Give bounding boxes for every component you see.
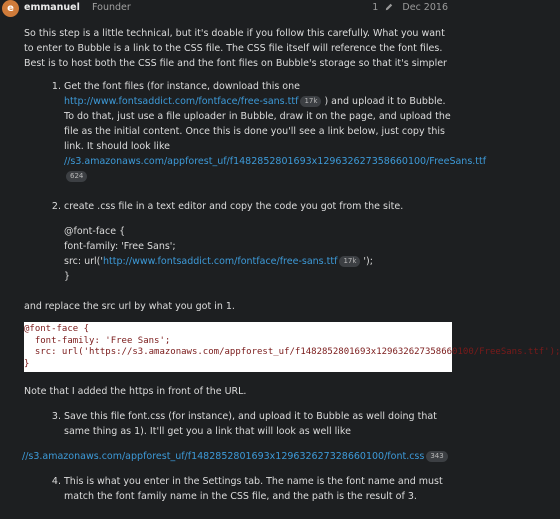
replace-paragraph: and replace the src url by what you got in 1. (24, 301, 235, 312)
step-3 (64, 409, 456, 439)
step-2 (64, 199, 456, 284)
username-link[interactable]: emmanuel (24, 2, 80, 13)
code-src-prefix: src: url(' (64, 256, 103, 267)
post-body (22, 26, 560, 519)
intro-paragraph: So this step is a little technical, but it's doable if you follow this carefully. What you want to enter to Bubble is a link to the CSS file. The CSS file itself will reference the font files. Best is to host both the CSS file and the font files on Bubble's storage so that it's simpler (24, 28, 447, 69)
plain-code (64, 224, 456, 284)
click-count-badge: 343 (426, 451, 447, 462)
free-sans-link-code[interactable]: http://www.fontsaddict.com/fontface/free-sans.ttf (102, 256, 338, 267)
step-4 (64, 474, 456, 504)
code-line: @font-face { (64, 226, 126, 237)
step-2-text: create .css file in a text editor and copy the code you got from the site. (64, 201, 404, 212)
code-line: font-family: 'Free Sans'; (24, 335, 171, 346)
code-line (64, 254, 456, 269)
font-css-link-row (22, 449, 456, 464)
user-role: Founder (92, 2, 131, 13)
avatar[interactable]: e (2, 0, 19, 17)
post-meta (372, 0, 448, 15)
free-sans-link[interactable]: http://www.fontsaddict.com/fontface/free-sans.ttf (64, 96, 299, 107)
post-date[interactable]: Dec 2016 (402, 2, 448, 13)
font-css-s3-link[interactable]: //s3.amazonaws.com/appforest_uf/f1482852801693x129632627328660100/font.css (22, 451, 425, 462)
click-count-badge: 17k (300, 96, 321, 107)
note-paragraph: Note that I added the https in front of the URL. (24, 386, 247, 397)
post-header (0, 0, 462, 20)
code-line: @font-face { (24, 324, 90, 334)
steps-list-a (24, 79, 487, 284)
code-line: src: url('https://s3.amazonaws.com/appforest_uf/f1482852801693x129632627358660100/FreeSans.ttf'); (24, 347, 560, 357)
steps-list-c (24, 474, 456, 504)
step-3-text: Save this file font.css (for instance), and upload it to Bubble as well doing that same thing as 1). It'll get you a link that will look as well like (64, 411, 437, 437)
click-count-badge: 624 (66, 171, 87, 182)
code-line: font-family: 'Free Sans'; (64, 241, 176, 252)
pencil-icon[interactable] (385, 3, 393, 11)
code-line: } (24, 358, 30, 369)
step-1 (64, 79, 487, 184)
step-4-text: This is what you enter in the Settings tab. The name is the font name and must match the font family name in the CSS file, and the path is the result of 3. (64, 476, 443, 502)
steps-list-b (24, 409, 456, 439)
code-src-suffix: '); (360, 256, 373, 267)
code-block[interactable] (24, 322, 560, 372)
edit-count[interactable]: 1 (372, 2, 379, 13)
click-count-badge: 17k (339, 256, 360, 267)
step-1-text-a: Get the font files (for instance, download this one (64, 81, 300, 92)
step-1-text-b: ) and upload it to Bubble. To do that, just use a file uploader in Bubble, draw it on the page, and upload the file as the initial content. Once this is done you'll see a link below, just copy this link. It should look like (64, 96, 451, 152)
code-line: } (64, 271, 71, 282)
freesans-s3-link[interactable]: //s3.amazonaws.com/appforest_uf/f1482852801693x129632627358660100/FreeSans.ttf (64, 156, 487, 167)
